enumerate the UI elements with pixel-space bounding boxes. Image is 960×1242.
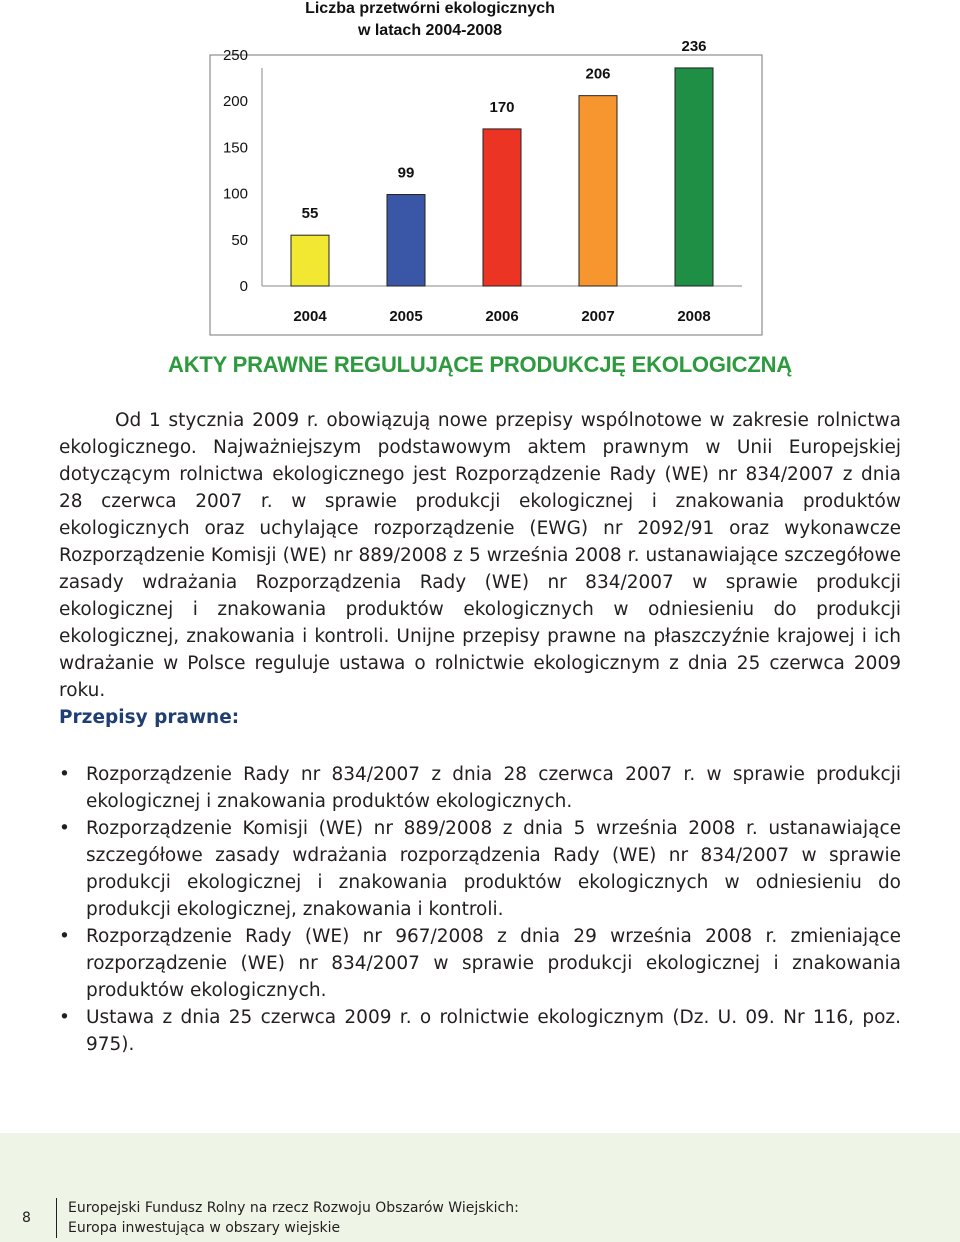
y-tick-label: 200 <box>222 93 248 111</box>
footer-line-1: Europejski Fundusz Rolny na rzecz Rozwoju Obszarów Wiejskich: <box>68 1200 519 1216</box>
x-tick-label: 2008 <box>677 308 711 325</box>
y-tick-label: 0 <box>239 278 248 295</box>
list-item <box>59 1004 901 1058</box>
footer-line-2: Europa inwestująca w obszary wiejskie <box>68 1220 341 1236</box>
list-item-text: Rozporządzenie Rady (WE) nr 967/2008 z dnia 29 września 2008 r. zmieniające rozporządzenie (WE) nr 834/2007 w sprawie produkcji ekologicznej i znakowania produktów ekologicznych. <box>86 926 901 1001</box>
y-tick-label: 250 <box>222 47 248 64</box>
x-tick-label: 2005 <box>389 308 423 325</box>
section-heading: AKTY PRAWNE REGULUJĄCE PRODUKCJĘ EKOLOGICZNĄ <box>168 352 792 377</box>
data-label: 55 <box>301 205 319 223</box>
footer-divider <box>56 1198 57 1238</box>
y-tick-label: 150 <box>222 139 248 157</box>
bar <box>291 235 329 286</box>
x-tick-label: 2007 <box>581 308 615 325</box>
y-tick-label: 50 <box>231 231 248 249</box>
x-tick-label: 2004 <box>293 308 327 325</box>
bar <box>675 68 713 286</box>
list-item-text: Rozporządzenie Komisji (WE) nr 889/2008 z dnia 5 września 2008 r. ustanawiające szczegółowe zasady wdrażania rozporządzenia Rady (WE) nr 834/2007 w sprawie produkcji ekologicznej i znakowania produktów ekologicznych w odniesieniu do produkcji ekologicznej, znakowania i kontroli. <box>86 818 901 920</box>
bullet-icon: • <box>59 818 70 839</box>
bullet-icon: • <box>59 1007 70 1028</box>
intro-paragraph: Od 1 stycznia 2009 r. obowiązują nowe przepisy wspólnotowe w zakresie rolnictwa ekologicznego. Najważniejszym podstawowym aktem prawnym w Unii Europejskiej dotyczącym rolnictwa ekologicznego jest Rozporządzenie Rady (WE) nr 834/2007 z dnia 28 czerwca 2007 r. w sprawie produkcji ekologicznej i znakowania produktów ekologicznych oraz uchylające rozporządzenie (EWG) nr 2092/91 oraz wykonawcze Rozporządzenie Komisji (WE) nr 889/2008 z 5 września 2008 r. ustanawiające szczegółowe zasady wdrażania Rozporządzenia Rady (WE) nr 834/2007 w sprawie produkcji ekologicznej i znakowania produktów ekologicznych w odniesieniu do produkcji ekologicznej, znakowania i kontroli. Unijne przepisy prawne na płaszczyźnie krajowej i ich wdrażanie w Polsce reguluje ustawa o rolnictwie ekologicznym z dnia 25 czerwca 2009 roku. <box>59 410 901 701</box>
bar <box>579 96 617 286</box>
list-item <box>59 923 901 1004</box>
chart-plot <box>0 0 960 340</box>
list-item-text: Rozporządzenie Rady nr 834/2007 z dnia 28 czerwca 2007 r. w sprawie produkcji ekologicznej i znakowania produktów ekologicznych. <box>86 764 901 812</box>
legal-acts-subheading: Przepisy prawne: <box>59 707 240 728</box>
bar-chart <box>0 0 960 340</box>
data-label: 170 <box>489 98 515 116</box>
bullet-icon: • <box>59 926 70 947</box>
y-tick-label: 100 <box>222 185 248 203</box>
list-item <box>59 815 901 923</box>
bar <box>483 129 521 286</box>
data-label: 236 <box>681 37 707 55</box>
list-item <box>59 761 901 815</box>
legal-acts-list <box>59 761 901 1058</box>
data-label: 206 <box>585 65 611 83</box>
page-number: 8 <box>22 1210 31 1226</box>
bar <box>387 195 425 286</box>
list-item-text: Ustawa z dnia 25 czerwca 2009 r. o rolnictwie ekologicznym (Dz. U. 09. Nr 116, poz. 975). <box>86 1007 901 1055</box>
bullet-icon: • <box>59 764 70 785</box>
chart-title: Liczba przetwórni ekologicznych <box>305 0 555 17</box>
data-label: 99 <box>397 164 415 182</box>
x-tick-label: 2006 <box>485 308 519 325</box>
chart-subtitle: w latach 2004-2008 <box>357 22 503 39</box>
